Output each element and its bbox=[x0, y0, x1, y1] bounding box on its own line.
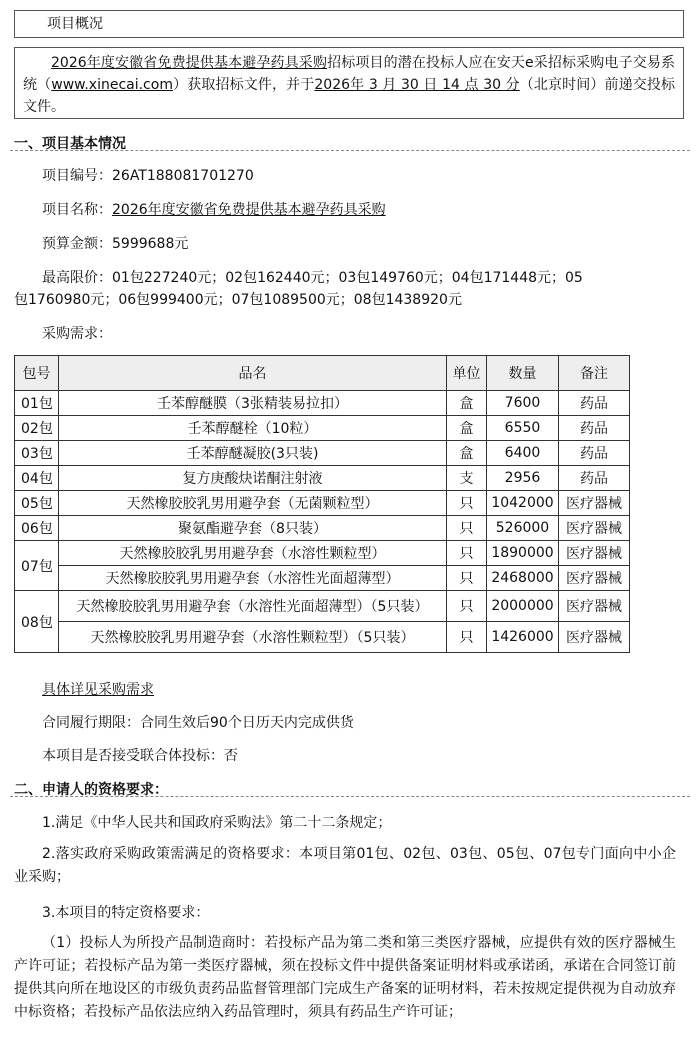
note-cell: 药品 bbox=[559, 416, 630, 441]
budget-line bbox=[42, 233, 188, 253]
table-row bbox=[15, 391, 630, 416]
quantity-cell: 6400 bbox=[487, 441, 559, 466]
package-cell: 07包 bbox=[15, 541, 59, 591]
quantity-cell: 2000000 bbox=[487, 591, 559, 622]
note-cell: 医疗器械 bbox=[559, 516, 630, 541]
site-link[interactable]: www.xinecai.com bbox=[51, 77, 173, 93]
qualification-item-1: 1.满足《中华人民共和国政府采购法》第二十二条规定； bbox=[42, 815, 392, 831]
table-row bbox=[15, 591, 630, 622]
note-cell: 医疗器械 bbox=[559, 491, 630, 516]
unit-cell: 只 bbox=[447, 622, 487, 653]
header-product: 品名 bbox=[59, 356, 447, 391]
budget-value: 5999688元 bbox=[112, 236, 189, 252]
unit-cell: 只 bbox=[447, 516, 487, 541]
notice-text-3: （北京时间）前递交投标文件。 bbox=[23, 77, 676, 115]
quantity-cell: 2956 bbox=[487, 466, 559, 491]
quantity-cell: 1042000 bbox=[487, 491, 559, 516]
detail-link-text[interactable]: 具体详见采购需求 bbox=[42, 682, 154, 698]
package-cell: 03包 bbox=[15, 441, 59, 466]
consortium-text: 本项目是否接受联合体投标：否 bbox=[42, 748, 238, 764]
quantity-cell: 526000 bbox=[487, 516, 559, 541]
note-cell: 药品 bbox=[559, 466, 630, 491]
table-row bbox=[15, 516, 630, 541]
notice-text-1: 招标项目的潜在投标人应在安天e采招标采购电子交易系统（ bbox=[23, 55, 675, 93]
unit-cell: 支 bbox=[447, 466, 487, 491]
product-cell: 天然橡胶胶乳男用避孕套（水溶性光面超薄型）（5只装） bbox=[59, 591, 447, 622]
procurement-table bbox=[14, 355, 630, 653]
product-cell: 天然橡胶胶乳男用避孕套（水溶性光面超薄型） bbox=[59, 566, 447, 591]
table-row bbox=[15, 466, 630, 491]
package-cell: 04包 bbox=[15, 466, 59, 491]
unit-cell: 只 bbox=[447, 491, 487, 516]
quantity-cell: 7600 bbox=[487, 391, 559, 416]
quantity-cell: 2468000 bbox=[487, 566, 559, 591]
quantity-cell: 1890000 bbox=[487, 541, 559, 566]
package-cell: 08包 bbox=[15, 591, 59, 653]
header-quantity: 数量 bbox=[487, 356, 559, 391]
product-cell: 天然橡胶胶乳男用避孕套（水溶性颗粒型）（5只装） bbox=[59, 622, 447, 653]
unit-cell: 只 bbox=[447, 591, 487, 622]
note-cell: 医疗器械 bbox=[559, 566, 630, 591]
header-package: 包号 bbox=[15, 356, 59, 391]
table-row bbox=[15, 541, 630, 566]
contract-period: 合同履行期限：合同生效后90个日历天内完成供货 bbox=[42, 715, 354, 731]
unit-cell: 盒 bbox=[447, 391, 487, 416]
qualification-item-3-1: （1）投标人为所投产品制造商时：若投标产品为第二类和第三类医疗器械，应提供有效的医疗器械生产许可证；若投标产品为第一类医疗器械，须在投标文件中提供备案证明材料或承诺函，承诺在合同签订前提供其向所在地设区的市级负责药品监督管理部门完成生产备案的证明材料，若未按规定提供视为自动放弃中标资格；若投标产品依法应纳入药品管理时，须具有药品生产许可证； bbox=[14, 935, 676, 1020]
project-code-line bbox=[42, 165, 254, 185]
basic-info-heading: 一、项目基本情况 bbox=[14, 136, 126, 152]
section-title-box bbox=[14, 10, 684, 38]
price-limit-line-2: 包1760980元；06包999400元；07包1089500元；08包1438920元 bbox=[14, 292, 462, 308]
product-cell: 壬苯醇醚膜（3张精装易拉扣） bbox=[59, 391, 447, 416]
note-cell: 药品 bbox=[559, 441, 630, 466]
header-unit: 单位 bbox=[447, 356, 487, 391]
qualification-item-3: 3.本项目的特定资格要求： bbox=[42, 905, 210, 921]
note-cell: 医疗器械 bbox=[559, 622, 630, 653]
product-cell: 天然橡胶胶乳男用避孕套（水溶性颗粒型） bbox=[59, 541, 447, 566]
note-cell: 医疗器械 bbox=[559, 541, 630, 566]
product-cell: 复方庚酸炔诺酮注射液 bbox=[59, 466, 447, 491]
requirement-label: 采购需求： bbox=[42, 326, 112, 342]
project-code: 26AT188081701270 bbox=[112, 168, 254, 184]
detail-link[interactable] bbox=[42, 679, 154, 699]
table-row bbox=[15, 441, 630, 466]
product-cell: 壬苯醇醚栓（10粒） bbox=[59, 416, 447, 441]
package-cell: 05包 bbox=[15, 491, 59, 516]
quantity-cell: 6550 bbox=[487, 416, 559, 441]
table-row bbox=[15, 622, 630, 653]
table-header-row bbox=[15, 356, 630, 391]
note-cell: 药品 bbox=[559, 391, 630, 416]
unit-cell: 只 bbox=[447, 566, 487, 591]
unit-cell: 盒 bbox=[447, 441, 487, 466]
section-title: 项目概况 bbox=[47, 16, 103, 32]
unit-cell: 只 bbox=[447, 541, 487, 566]
unit-cell: 盒 bbox=[447, 416, 487, 441]
package-cell: 06包 bbox=[15, 516, 59, 541]
quantity-cell: 1426000 bbox=[487, 622, 559, 653]
product-cell: 天然橡胶胶乳男用避孕套（无菌颗粒型） bbox=[59, 491, 447, 516]
package-cell: 02包 bbox=[15, 416, 59, 441]
notice-text-2: ）获取招标文件，并于 bbox=[172, 77, 315, 93]
header-note: 备注 bbox=[559, 356, 630, 391]
product-cell: 聚氨酯避孕套（8只装） bbox=[59, 516, 447, 541]
product-cell: 壬苯醇醚凝胶(3只装) bbox=[59, 441, 447, 466]
table-row bbox=[15, 491, 630, 516]
package-cell: 01包 bbox=[15, 391, 59, 416]
price-limit-line-1: 最高限价：01包227240元；02包162440元；03包149760元；04包171448元；05 bbox=[42, 270, 583, 286]
qualification-divider bbox=[10, 796, 690, 797]
table-row bbox=[15, 566, 630, 591]
project-code-label: 项目编号： bbox=[42, 168, 112, 184]
qualification-heading: 二、申请人的资格要求： bbox=[14, 782, 168, 798]
budget-label: 预算金额： bbox=[42, 236, 112, 252]
project-name[interactable]: 2026年度安徽省免费提供基本避孕药具采购 bbox=[112, 202, 386, 218]
basic-info-divider bbox=[10, 150, 690, 151]
project-name-link[interactable]: 2026年度安徽省免费提供基本避孕药具采购 bbox=[51, 55, 328, 71]
notice-box bbox=[14, 47, 684, 119]
qualification-item-2: 2.落实政府采购政策需满足的资格要求：本项目第01包、02包、03包、05包、07包专门面向中小企业采购； bbox=[14, 846, 676, 885]
note-cell: 医疗器械 bbox=[559, 591, 630, 622]
table-row bbox=[15, 416, 630, 441]
project-name-line bbox=[42, 199, 386, 219]
deadline-text: 2026年 3 月 30 日 14 点 30 分 bbox=[314, 77, 520, 93]
project-name-label: 项目名称： bbox=[42, 202, 112, 218]
